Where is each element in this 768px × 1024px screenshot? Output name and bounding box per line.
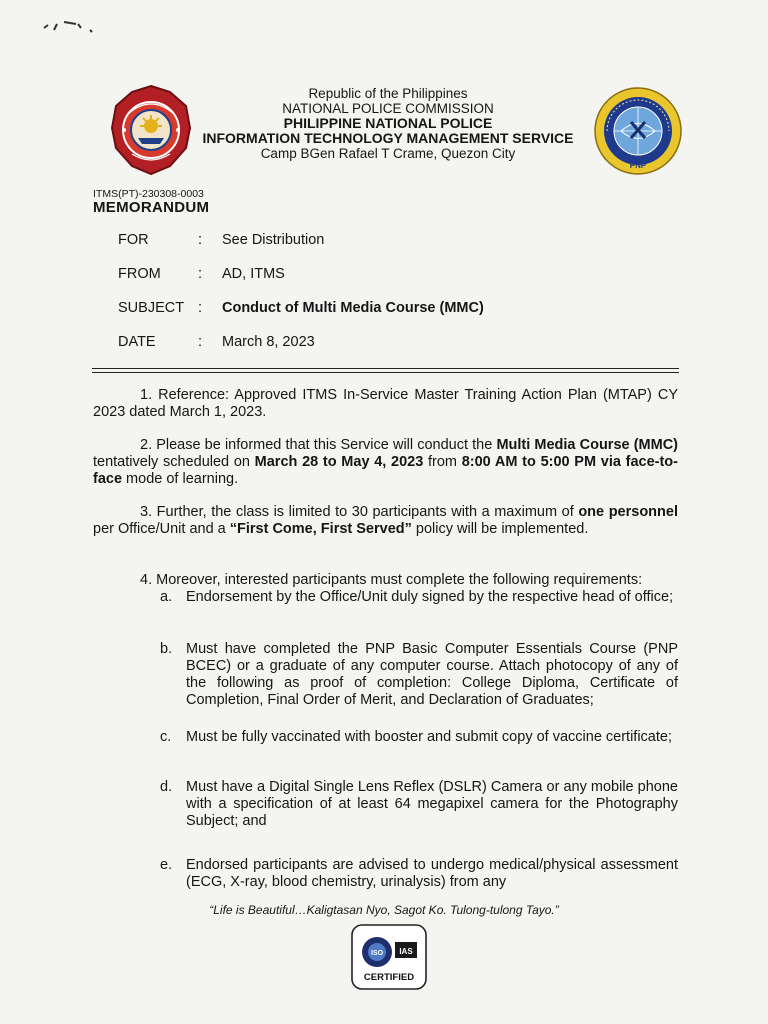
field-colon: :: [198, 300, 203, 316]
list-item: [160, 729, 678, 746]
iso-certified-badge: [351, 924, 427, 990]
field-from-label: FROM: [118, 266, 161, 282]
field-from-value: AD, ITMS: [222, 266, 285, 282]
list-item-marker: e.: [160, 857, 173, 873]
field-for-value: See Distribution: [222, 232, 325, 248]
paragraph-2-text: from: [423, 454, 462, 470]
badge-iso-text: ISO: [370, 950, 384, 957]
list-item-text: Endorsement by the Office/Unit duly signed by the respective head of office;: [186, 589, 674, 605]
course-name: Multi Media Course (MMC): [496, 437, 678, 453]
field-colon: :: [198, 266, 203, 282]
list-item: [160, 641, 678, 709]
list-item-marker: a.: [160, 589, 173, 605]
list-item-text: Must be fully vaccinated with booster and submit copy of vaccine certificate;: [186, 729, 672, 745]
paragraph-2-text: mode of learning.: [122, 471, 239, 487]
paragraph-4: [140, 572, 680, 589]
course-time-mode: 8:00 AM to 5:00 PM via face-to-face: [93, 454, 678, 487]
letterhead-republic: Republic of the Philippines: [308, 86, 468, 101]
policy-name: “First Come, First Served”: [229, 521, 412, 537]
itms-seal-text: PNP: [629, 161, 647, 170]
paragraph-1-text: 1. Reference: Approved ITMS In-Service Master Training Action Plan (MTAP) CY 2023 dated March 1, 2023.: [93, 387, 678, 420]
field-colon: :: [198, 334, 203, 350]
list-item: [160, 589, 678, 606]
list-item: [160, 857, 678, 891]
paragraph-3-text: policy will be implemented.: [411, 521, 589, 537]
paragraph-2-text: 2. Please be informed that this Service will conduct the: [140, 437, 497, 453]
list-item-text: Endorsed participants are advised to undergo medical/physical assessment (ECG, X-ray, blood chemistry, urinalysis) from any: [186, 857, 678, 890]
participant-limit: one personnel: [578, 504, 678, 520]
list-item-marker: d.: [160, 779, 173, 795]
field-for-label: FOR: [118, 232, 149, 248]
scan-marks: [40, 14, 110, 38]
paragraph-3-text: 3. Further, the class is limited to 30 participants with a maximum of: [140, 504, 579, 520]
letterhead-pnp: PHILIPPINE NATIONAL POLICE: [283, 115, 493, 131]
badge-ias-text: IAS: [399, 947, 413, 956]
field-date-value: March 8, 2023: [222, 334, 315, 350]
letterhead: [180, 86, 596, 161]
paragraph-4-text: 4. Moreover, interested participants must complete the following requirements:: [140, 572, 643, 588]
memo-title: MEMORANDUM: [93, 199, 210, 216]
paragraph-3-text: per Office/Unit and a: [93, 521, 230, 537]
letterhead-itms: INFORMATION TECHNOLOGY MANAGEMENT SERVICE: [202, 130, 574, 146]
header-divider: [92, 372, 679, 373]
paragraph-2-text: tentatively scheduled on: [93, 454, 255, 470]
letterhead-address: Camp BGen Rafael T Crame, Quezon City: [260, 146, 516, 161]
field-colon: :: [198, 232, 203, 248]
field-subject-value: Conduct of Multi Media Course (MMC): [222, 300, 484, 316]
list-item-text: Must have a Digital Single Lens Reflex (DSLR) Camera or any mobile phone with a specification of at least 64 megapixel camera for the Photography Subject; and: [186, 779, 678, 829]
reference-number: ITMS(PT)-230308-0003: [93, 188, 204, 200]
footer-motto: “Life is Beautiful…Kaligtasan Nyo, Sagot Ko. Tulong-tulong Tayo.”: [209, 903, 559, 917]
header-divider: [92, 368, 679, 369]
list-item-marker: b.: [160, 641, 173, 657]
letterhead-napolcom: NATIONAL POLICE COMMISSION: [282, 101, 494, 116]
list-item: [160, 779, 678, 830]
field-date-label: DATE: [118, 334, 156, 350]
paragraph-3: [93, 504, 678, 538]
field-subject-label: SUBJECT: [118, 300, 185, 316]
list-item-text: Must have completed the PNP Basic Computer Essentials Course (PNP BCEC) or a graduate of any computer course. Attach photocopy of any of the following as proof of completion: College Diploma, Certificate of Completion, Final Order of Merit, and Declaration of Graduates;: [186, 641, 678, 708]
itms-seal-logo: [593, 86, 683, 176]
list-item-marker: c.: [160, 729, 172, 745]
paragraph-2: [93, 437, 678, 488]
course-dates: March 28 to May 4, 2023: [254, 454, 424, 470]
badge-certified-text: CERTIFIED: [363, 972, 415, 983]
paragraph-1: [93, 387, 678, 421]
